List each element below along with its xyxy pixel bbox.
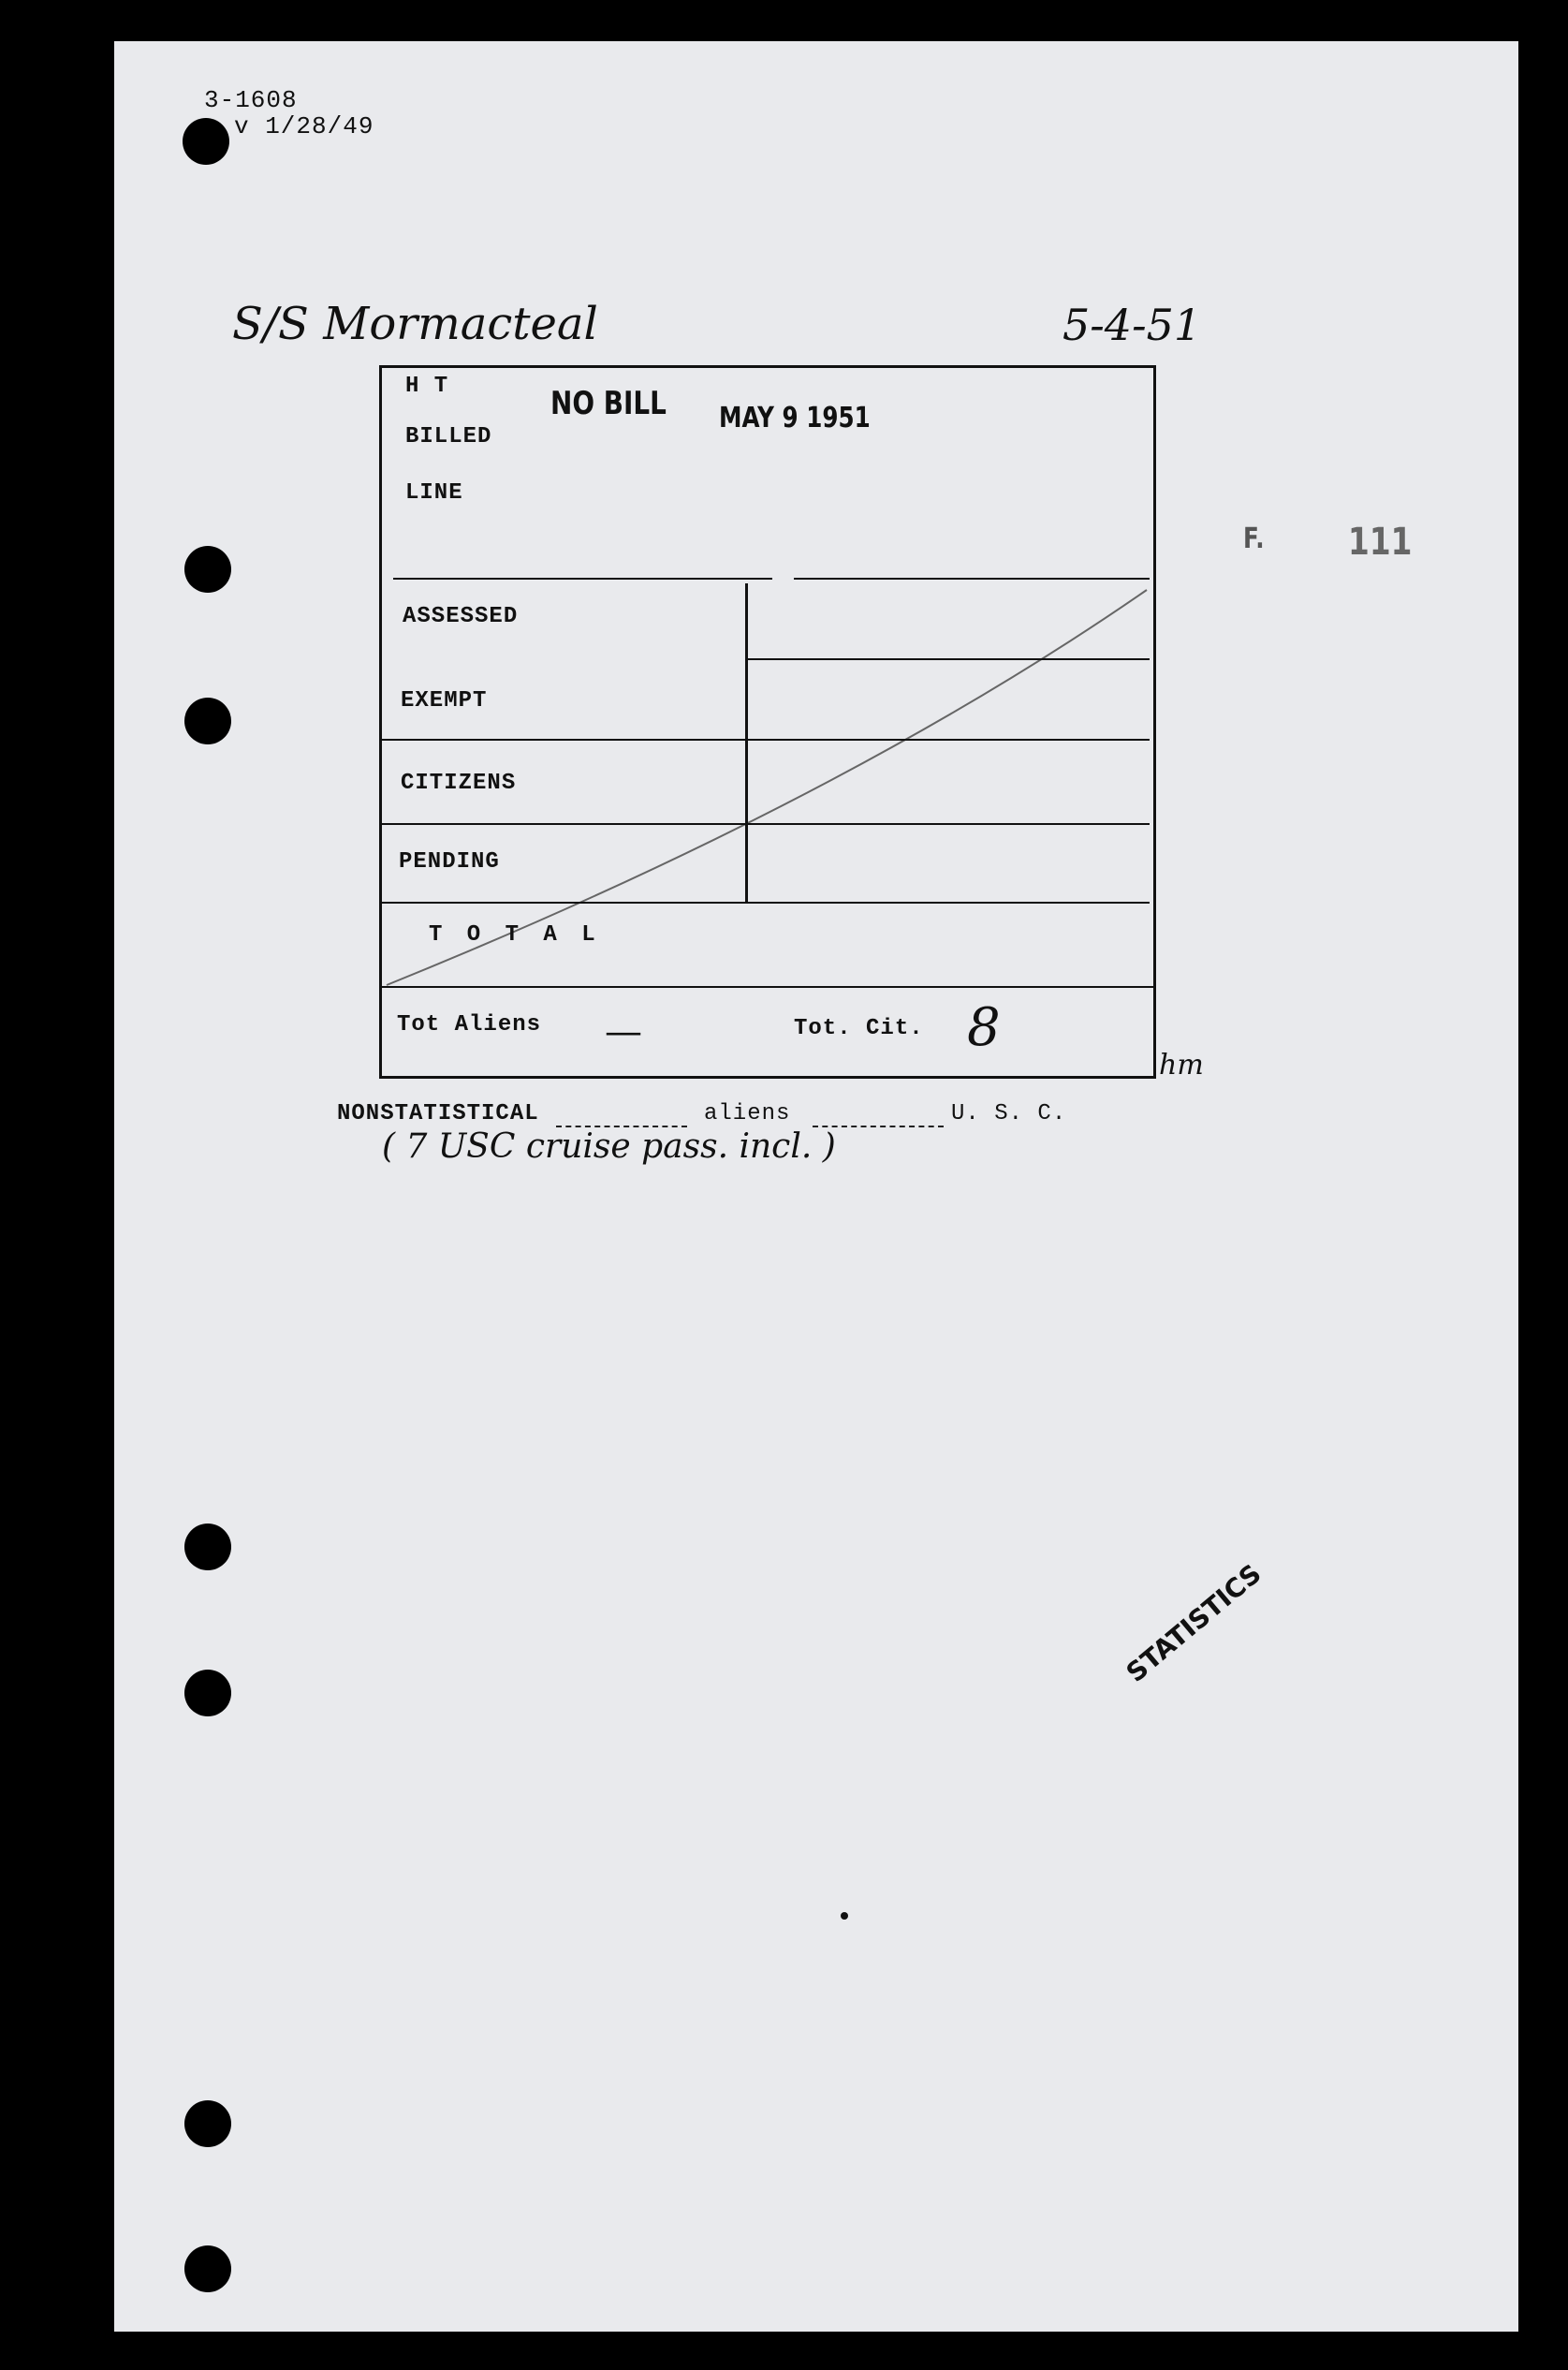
handwritten-note: ( 7 USC cruise pass. incl. ): [382, 1127, 836, 1166]
nonstatistical-label: NONSTATISTICAL: [337, 1101, 539, 1126]
form-label-line: LINE: [405, 480, 463, 506]
divider-top-left: [393, 578, 772, 580]
row-exempt: EXEMPT: [401, 688, 488, 714]
punch-hole-7: [184, 2245, 231, 2292]
form-number: 3-1608: [204, 86, 298, 114]
file-mark-prefix: F.: [1243, 523, 1265, 555]
statistics-stamp: STATISTICS: [1120, 1557, 1268, 1688]
form-label-billed: BILLED: [405, 424, 492, 449]
usc-label: U. S. C.: [951, 1101, 1067, 1126]
speck: [841, 1912, 848, 1920]
divider-citizens: [382, 823, 1150, 825]
tot-cit-value: 8: [967, 997, 1001, 1058]
row-total: T O T A L: [429, 922, 601, 948]
punch-hole-3: [184, 698, 231, 744]
file-mark: 111: [1348, 521, 1413, 564]
tot-aliens-value: —: [605, 1010, 642, 1053]
form-label-ht: H T: [405, 374, 449, 399]
divider-exempt: [382, 739, 1150, 741]
divider-top-right: [794, 578, 1150, 580]
divider-total: [382, 986, 1156, 988]
row-assessed: ASSESSED: [403, 604, 519, 629]
aliens-label: aliens: [704, 1101, 791, 1126]
ship-name: S/S Mormacteal: [232, 298, 598, 350]
tot-cit-label: Tot. Cit.: [794, 1016, 924, 1041]
row-citizens: CITIZENS: [401, 771, 517, 796]
divider-assessed: [745, 658, 1150, 660]
tot-aliens-label: Tot Aliens: [397, 1012, 542, 1038]
cancel-slash-line: [379, 365, 1156, 1079]
initials: hm: [1159, 1049, 1204, 1082]
inspection-form: [379, 365, 1156, 1079]
no-bill-stamp: NO BILL: [550, 385, 667, 422]
ship-date: 5-4-51: [1062, 300, 1202, 350]
punch-hole-1: [183, 118, 229, 165]
divider-pending: [382, 902, 1150, 904]
received-date-stamp: MAY 9 1951: [719, 402, 871, 434]
punch-hole-2: [184, 546, 231, 593]
punch-hole-5: [184, 1670, 231, 1716]
punch-hole-4: [184, 1524, 231, 1570]
column-divider: [745, 583, 748, 902]
row-pending: PENDING: [399, 849, 500, 875]
form-revision: v 1/28/49: [234, 112, 374, 140]
punch-hole-6: [184, 2100, 231, 2147]
